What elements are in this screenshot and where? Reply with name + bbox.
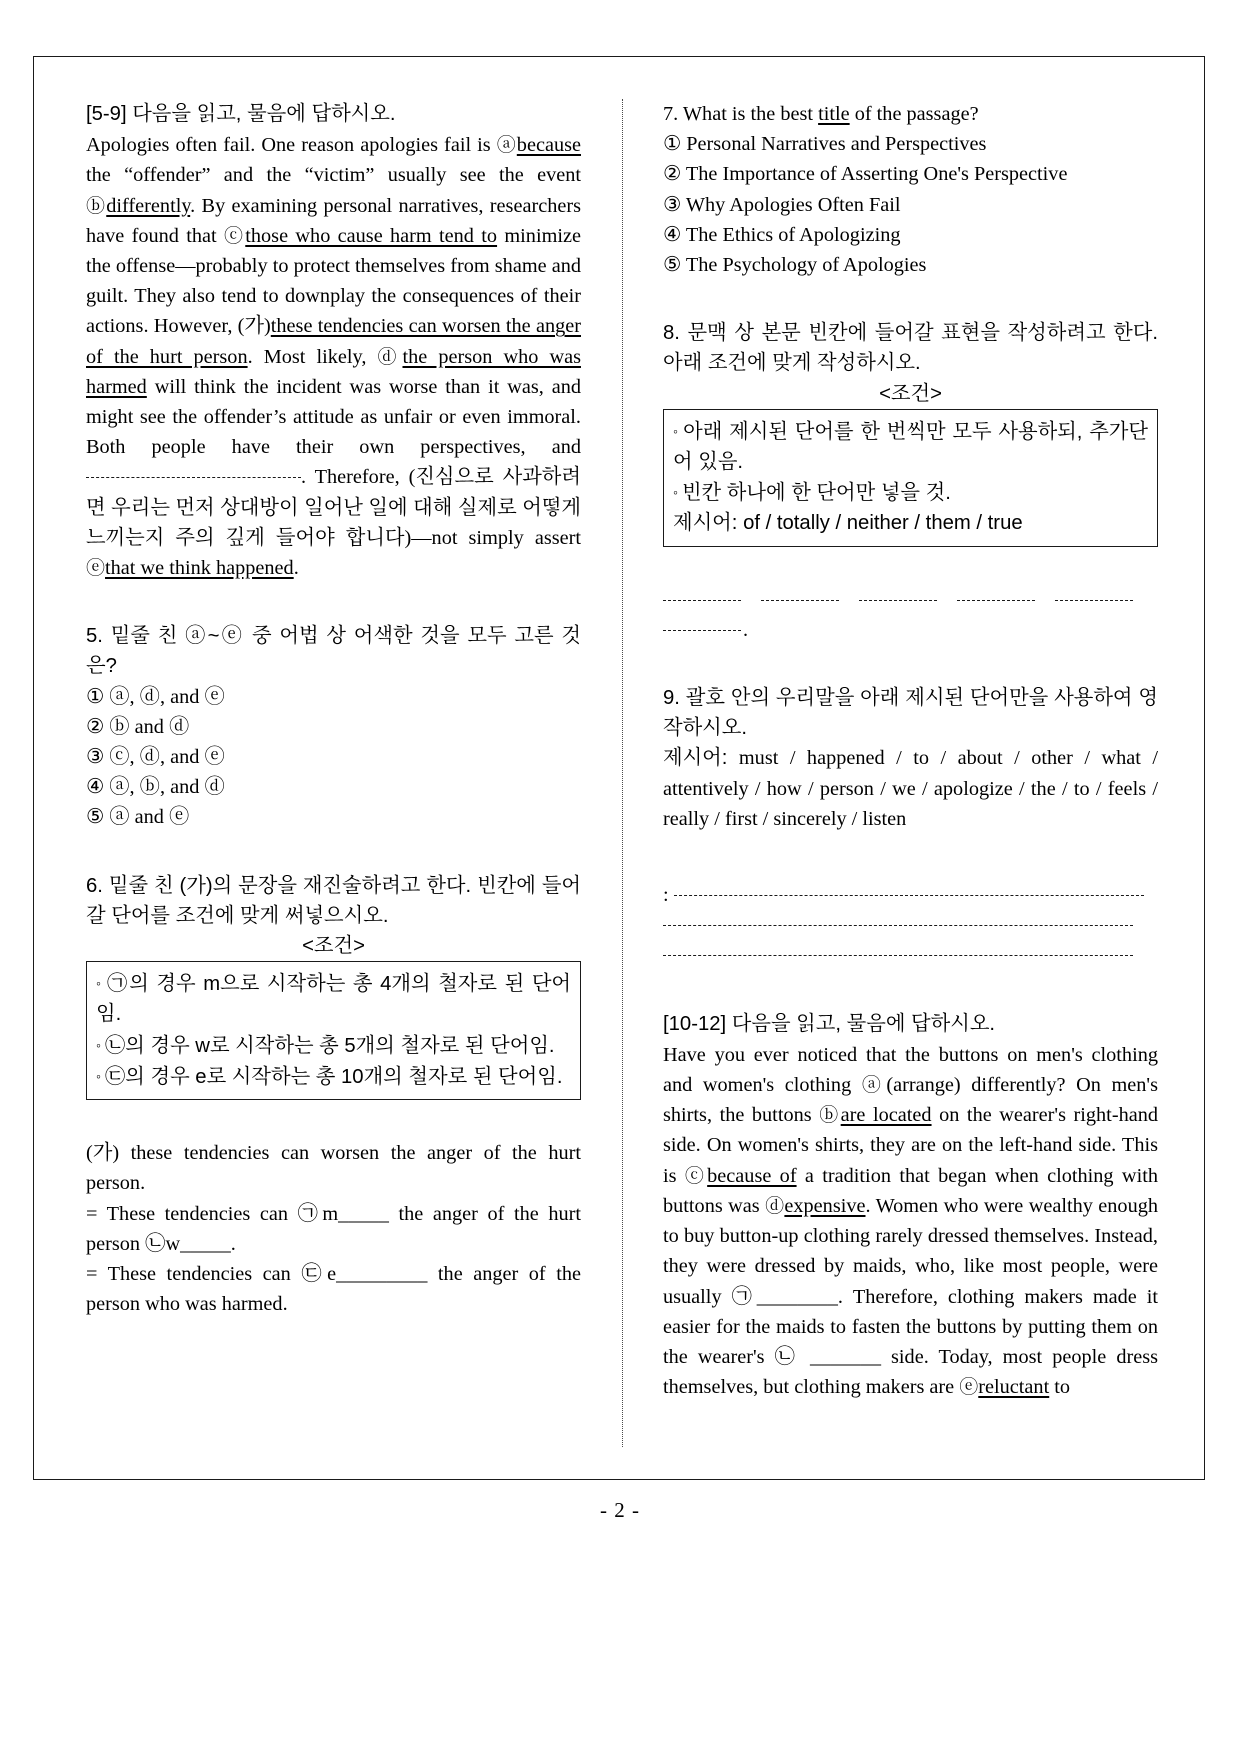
passage2-blank-2[interactable]: _______ bbox=[809, 1345, 881, 1368]
condition-item bbox=[96, 1061, 571, 1092]
marker-c-icon: ⓒ bbox=[684, 1164, 708, 1187]
spacer bbox=[663, 834, 1158, 880]
page-number: - 2 - bbox=[600, 1498, 640, 1522]
passage2-text-7: side. Today, most people dress themselves, but clothing makers are bbox=[663, 1345, 1158, 1399]
condition-item bbox=[673, 416, 1148, 477]
passage2-text-6: . Therefore, clothing makers made it easier for the maids to fasten the buttons by putting them on the wearer's bbox=[663, 1285, 1158, 1368]
left-column bbox=[86, 99, 581, 1447]
passage-heading-5-9: [5-9] 다음을 읽고, 물음에 답하시오. bbox=[86, 103, 396, 125]
answer-dash[interactable] bbox=[859, 600, 937, 601]
question-6-stem: 6. 밑줄 친 (가)의 문장을 재진술하려고 한다. 빈칸에 들어갈 단어를 조건에 맞게 써넣으시오. bbox=[86, 874, 581, 927]
marker-d-icon: ⓓ bbox=[765, 1194, 785, 1217]
underlined-c: those who cause harm tend to bbox=[245, 224, 498, 247]
underlined-ga: these tendencies can worsen the anger of the hurt person bbox=[86, 315, 581, 368]
restate-2-pre: = These tendencies can bbox=[86, 1202, 298, 1225]
marker-a-icon: ⓐ bbox=[861, 1074, 887, 1097]
question-9-answer-row-2[interactable] bbox=[663, 910, 1158, 940]
marker-korean-2-icon: ㉡ bbox=[774, 1345, 800, 1368]
question-8-answer-row-2[interactable] bbox=[663, 615, 1158, 645]
answer-dash[interactable] bbox=[663, 630, 741, 631]
answer-colon: : bbox=[663, 884, 669, 907]
condition-item bbox=[673, 477, 1148, 508]
condition-text: 빈칸 하나에 한 단어만 넣을 것. bbox=[681, 482, 951, 505]
column-divider bbox=[622, 99, 623, 1447]
answer-dash[interactable] bbox=[761, 600, 839, 601]
passage2-a: (arrange) bbox=[886, 1074, 961, 1097]
marker-e-icon: ⓔ bbox=[959, 1376, 979, 1399]
question-9-stem: 9. 괄호 안의 우리말을 아래 제시된 단어만을 사용하여 영작하시오. bbox=[663, 687, 1158, 740]
passage-text-3: . By examining personal narratives, researchers have found that bbox=[86, 194, 581, 247]
passage2-text-1: Have you ever noticed that the buttons on men's clothing and women's clothing bbox=[663, 1043, 1158, 1097]
question-7-choice-5[interactable]: ⑤ The Psychology of Apologies bbox=[663, 254, 927, 277]
q7-stem-underlined: title bbox=[818, 103, 850, 125]
marker-korean-2-icon: ㉡ bbox=[145, 1232, 166, 1255]
marker-b-icon: ⓑ bbox=[86, 194, 107, 217]
passage2-text-3: on the wearer's right-hand side. On women's shirts, they are on the left-hand side. This is bbox=[663, 1104, 1158, 1187]
question-7-choice-2[interactable]: ② The Importance of Asserting One's Perspective bbox=[663, 163, 1068, 186]
marker-korean-3-icon: ㉢ bbox=[301, 1262, 328, 1285]
spacer bbox=[663, 645, 1158, 683]
marker-c-icon: ⓒ bbox=[224, 224, 246, 247]
passage-blank-period: . bbox=[301, 466, 307, 489]
condition-text: ㉡의 경우 w로 시작하는 총 5개의 철자로 된 단어임. bbox=[104, 1034, 555, 1057]
question-6-condition-box bbox=[86, 961, 581, 1100]
passage-text-6: will think the incident was worse than it was, and might see the offender’s attitude as unfair or even immoral. Both people have their own perspectives, and bbox=[86, 375, 581, 459]
passage-text-1: Apologies often fail. One reason apologies fail is bbox=[86, 134, 497, 157]
ga-label: (가) bbox=[237, 315, 271, 338]
answer-dash[interactable] bbox=[1055, 600, 1133, 601]
marker-korean-1-icon: ㉠ bbox=[297, 1202, 323, 1225]
answer-dash[interactable] bbox=[663, 600, 741, 601]
answer-dash[interactable] bbox=[663, 955, 1133, 956]
restate-line-3 bbox=[86, 1259, 581, 1319]
question-7-choice-3[interactable]: ③ Why Apologies Often Fail bbox=[663, 193, 901, 216]
restate-2-mid: the anger of the hurt person bbox=[86, 1202, 581, 1255]
marker-a-icon: ⓐ bbox=[496, 134, 517, 157]
passage2-text-2: differently? On men's shirts, the buttons bbox=[663, 1074, 1158, 1127]
spacer bbox=[86, 583, 581, 621]
spacer bbox=[86, 833, 581, 871]
answer-period: . bbox=[743, 618, 749, 641]
question-5-choice-1[interactable]: ① ⓐ, ⓓ, and ⓔ bbox=[86, 685, 225, 708]
right-column bbox=[663, 99, 1158, 1447]
condition-text: ㉢의 경우 e로 시작하는 총 10개의 철자로 된 단어임. bbox=[104, 1065, 563, 1088]
underlined-a: because bbox=[516, 134, 581, 157]
restate-line-1: (가) these tendencies can worsen the anger of the hurt person. bbox=[86, 1142, 581, 1195]
word-bank-label: 제시어: bbox=[663, 747, 728, 770]
passage-inline-blank bbox=[86, 477, 301, 478]
question-6-condition-title: <조건> bbox=[302, 935, 365, 958]
question-5-choice-4[interactable]: ④ ⓐ, ⓑ, and ⓓ bbox=[86, 776, 225, 799]
restate-3-blank[interactable]: e_________ bbox=[327, 1262, 428, 1285]
condition-text: 아래 제시된 단어를 한 번씩만 모두 사용하되, 추가단어 있음. bbox=[673, 420, 1148, 474]
question-5-stem: 5. 밑줄 친 ⓐ~ⓔ 중 어법 상 어색한 것을 모두 고른 것은? bbox=[86, 625, 581, 678]
underlined-e: reluctant bbox=[978, 1376, 1050, 1399]
bullet-icon: ◦ bbox=[96, 1067, 101, 1084]
q7-stem-pre: 7. What is the best bbox=[663, 103, 819, 125]
answer-dash[interactable] bbox=[957, 600, 1035, 601]
passage-text-5: . Most likely, bbox=[247, 345, 378, 368]
q7-stem-post: of the passage? bbox=[849, 103, 979, 125]
passage-10-12 bbox=[663, 1040, 1158, 1402]
passage-text-4: minimize the offense—probably to protect themselves from shame and guilt. They also tend to downplay the consequences of their actions. However, bbox=[86, 224, 581, 338]
passage2-text-8: to bbox=[1049, 1376, 1071, 1399]
question-7-choice-4[interactable]: ④ The Ethics of Apologizing bbox=[663, 223, 901, 246]
restate-line-2 bbox=[86, 1199, 581, 1259]
passage2-blank-1[interactable]: ________ bbox=[756, 1285, 838, 1308]
passage2-text-5: . Women who were wealthy enough to buy button-up clothing rarely dressed themselves. Instead, they were dressed by maids, who, like most people, were usually bbox=[663, 1194, 1158, 1308]
passage2-text-4: a tradition that began when clothing with buttons was bbox=[663, 1164, 1158, 1217]
spacer bbox=[663, 547, 1158, 585]
marker-korean-1-icon: ㉠ bbox=[731, 1285, 757, 1308]
condition-item bbox=[96, 1030, 571, 1061]
restate-2-blank-2[interactable]: w_____ bbox=[165, 1232, 231, 1255]
answer-dash[interactable] bbox=[663, 925, 1133, 926]
passage-text-7: Therefore, (진심으로 사과하려면 우리는 먼저 상대방이 일어난 일에 대해 실제로 어떻게 느끼는지 주의 깊게 들어야 합니다)—not simply assert bbox=[86, 466, 581, 549]
underlined-b: are located bbox=[840, 1104, 932, 1127]
question-9-answer-row-1[interactable] bbox=[663, 880, 1158, 910]
passage-text-2: the “offender” and the “victim” usually see the event bbox=[86, 164, 581, 187]
passage-5-9 bbox=[86, 130, 581, 583]
question-8-answer-row-1[interactable] bbox=[663, 585, 1158, 615]
restate-3-end: the anger of the person who was harmed. bbox=[86, 1262, 581, 1316]
marker-b-icon: ⓑ bbox=[819, 1104, 841, 1127]
spacer bbox=[663, 280, 1158, 318]
question-5-choice-5[interactable]: ⑤ ⓐ and ⓔ bbox=[86, 806, 190, 829]
passage-heading-10-12: [10-12] 다음을 읽고, 물음에 답하시오. bbox=[663, 1012, 996, 1035]
restate-3-pre: = These tendencies can bbox=[86, 1262, 302, 1285]
marker-e-icon: ⓔ bbox=[86, 557, 106, 580]
question-9-answer-row-3[interactable] bbox=[663, 940, 1158, 970]
question-8-stem: 8. 문맥 상 본문 빈칸에 들어갈 표현을 작성하려고 한다. 아래 조건에 맞게 작성하시오. bbox=[663, 322, 1158, 375]
condition-item bbox=[96, 968, 571, 1029]
answer-dash[interactable] bbox=[674, 895, 1144, 896]
underlined-c: because of bbox=[707, 1164, 797, 1187]
passage-text-8: . bbox=[293, 557, 299, 580]
restate-2-end: . bbox=[230, 1232, 236, 1255]
underlined-b: differently bbox=[106, 194, 191, 217]
question-8-condition-box bbox=[663, 409, 1158, 547]
spacer bbox=[86, 1100, 581, 1138]
worksheet-page bbox=[33, 56, 1205, 1480]
question-8-condition-title: <조건> bbox=[879, 382, 942, 405]
question-7-choice-1[interactable]: ① Personal Narratives and Perspectives bbox=[663, 133, 987, 156]
word-bank-words: of / totally / neither / them / true bbox=[743, 512, 1023, 535]
question-7-stem bbox=[663, 99, 1158, 129]
restate-2-blank-1[interactable]: m_____ bbox=[322, 1202, 389, 1225]
underlined-d: the person who was harmed bbox=[86, 345, 581, 398]
two-column-layout bbox=[86, 99, 1158, 1447]
word-bank-words: must / happened / to / about / other / what / attentively / how / person / we / apologize / the / to / feels / really / first / sincerely / listen bbox=[663, 747, 1158, 830]
question-9-word-bank bbox=[663, 743, 1158, 834]
underlined-d: expensive bbox=[784, 1194, 866, 1217]
question-5-choice-3[interactable]: ③ ⓒ, ⓓ, and ⓔ bbox=[86, 746, 225, 769]
word-bank-row bbox=[673, 508, 1148, 538]
word-bank-label: 제시어: bbox=[673, 512, 738, 535]
condition-text: ㉠의 경우 m으로 시작하는 총 4개의 철자로 된 단어임. bbox=[96, 973, 571, 1026]
bullet-icon: ◦ bbox=[96, 975, 103, 992]
bullet-icon: ◦ bbox=[96, 1036, 101, 1053]
question-5-choice-2[interactable]: ② ⓑ and ⓓ bbox=[86, 715, 190, 738]
marker-d-icon: ⓓ bbox=[377, 345, 403, 368]
underlined-e: that we think happened bbox=[105, 557, 294, 580]
bullet-icon: ◦ bbox=[673, 422, 680, 439]
bullet-icon: ◦ bbox=[673, 484, 678, 501]
spacer bbox=[663, 971, 1158, 1009]
